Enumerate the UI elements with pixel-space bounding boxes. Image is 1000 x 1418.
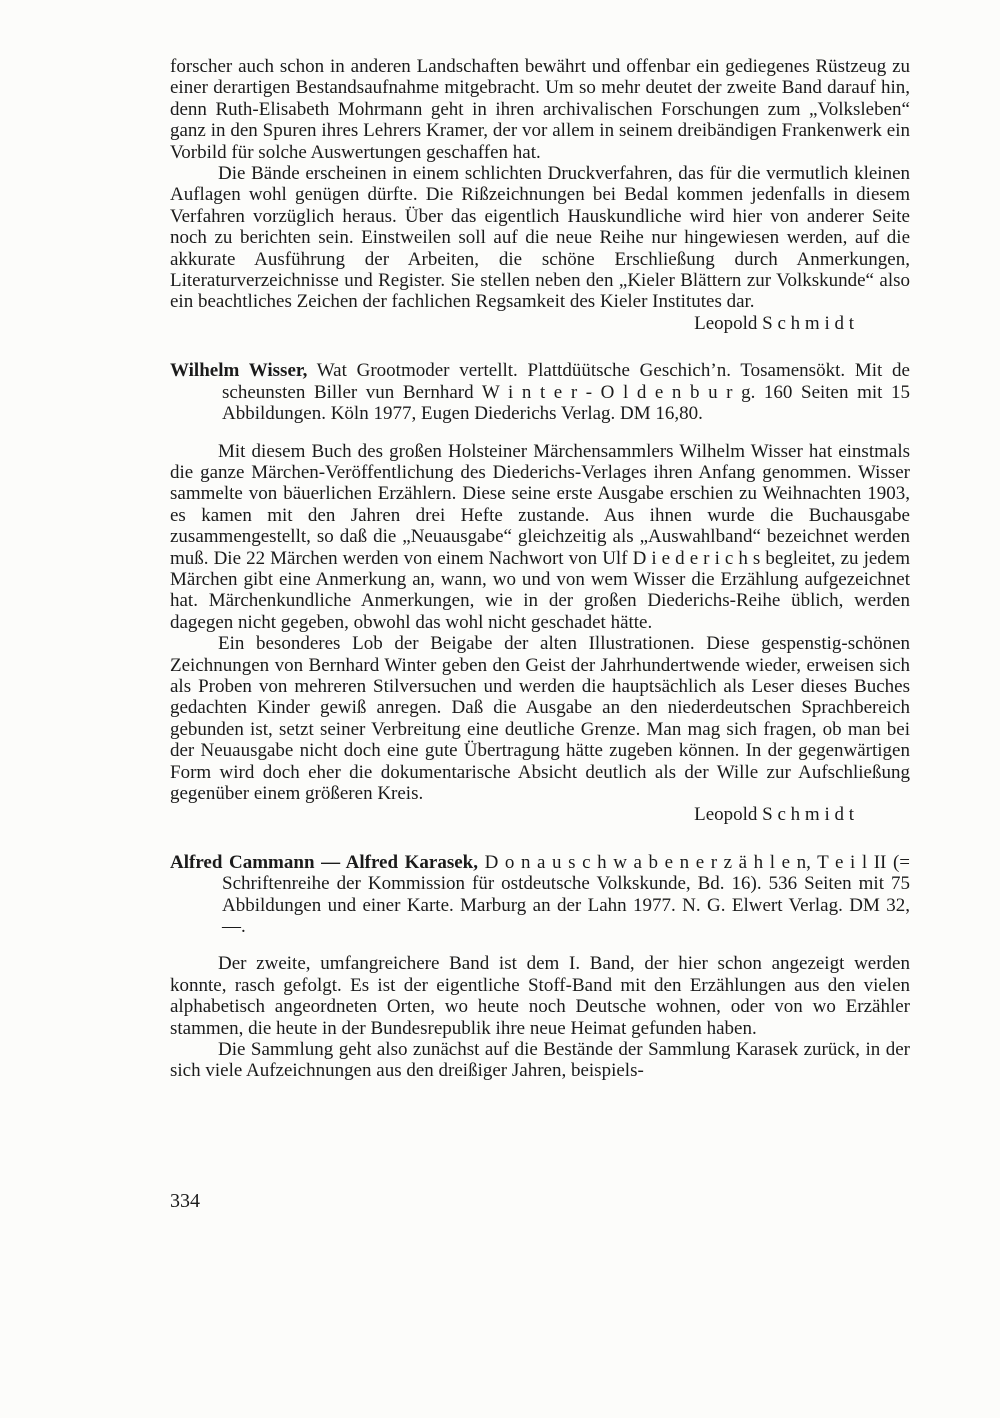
paragraph: Der zweite, umfangreichere Band ist dem I. Band, der hier schon angezeigt werden konnte, rasch gefolgt. Es ist der eigentliche Stoff-Band mit den Erzählungen aus den vielen alphabetisch angeordneten Orten, wo heute noch Deutsche wohnen, oder von wo Erzähler stammen, die heute in der Bundesrepublik ihre neue Heimat gefunden haben. (170, 953, 910, 1039)
reviewer-signature: Leopold S c h m i d t (694, 312, 854, 334)
paragraph: Ein besonderes Lob der Beigabe der alten Illustrationen. Diese gespenstig-schönen Zeichnungen von Bernhard Winter geben den Geist der Jahrhundertwende wieder, erweisen sich als Proben von mehreren Stilversuchen und werden die hauptsächlich als Leser dieses Buches gedachten Kinder gewiß anregen. Daß die Ausgabe an den niederdeutschen Sprachbereich gebunden ist, setzt seiner Verbreitung eine deutliche Grenze. Man mag sich fragen, ob man bei der Neuausgabe nicht doch eine gute Übertragung hätte zugeben können. In der gegenwärtigen Form wird doch eher die dokumentarische Absicht deutlich als der Wille zur Aufschließung gegenüber einem größeren Kreis. (170, 633, 910, 804)
paragraph: Die Sammlung geht also zunächst auf die Bestände der Sammlung Karasek zurück, in der sich viele Aufzeichnungen aus den dreißiger Jahren, beispiels- (170, 1039, 910, 1082)
review-author: Alfred Cammann — Alfred Karasek, (170, 851, 478, 873)
text-column (170, 56, 910, 1082)
review-author: Wilhelm Wisser, (170, 360, 308, 382)
review-heading-cammann-karasek (170, 852, 910, 938)
paragraph: Mit diesem Buch des großen Holsteiner Märchensammlers Wilhelm Wisser hat einstmals die ganze Märchen-Veröffentlichung des Diederichs-Verlages ihren Anfang genommen. Wisser sammelte von bäuerlichen Erzählern. Diese seine erste Ausgabe erschien zu Weihnachten 1903, es kamen mit den Jahren drei Hefte zustande. Aus ihnen wurde die Buchausgabe zusammengestellt, so daß die „Neuausgabe“ gleichzeitig als „Auswahlband“ bezeichnet werden muß. Die 22 Märchen werden von einem Nachwort von Ulf D i e d e r i c h s begleitet, zu jedem Märchen gibt eine Anmerkung an, wann, wo und von wem Wisser die Erzählung aufgezeichnet hat. Märchenkundliche Anmerkungen, wie in der großen Diederichs-Reihe üblich, werden dagegen nicht gegeben, obwohl das wohl nicht geschadet hätte. (170, 440, 910, 633)
continuation-paragraph: forscher auch schon in anderen Landschaften bewährt und offenbar ein gediegenes Rüstzeug zu einer derartigen Bestandsaufnahme mitgebracht. Um so mehr deutet der zweite Band darauf hin, denn Ruth-Elisabeth Mohrmann geht in ihren archivalischen Forschungen zum „Volksleben“ ganz in den Spuren ihres Lehrers Kramer, der vor allem in seinem dreibändigen Frankenwerk ein Vorbild für solche Auswertungen geschaffen hat. (170, 56, 910, 163)
paragraph: Die Bände erscheinen in einem schlichten Druckverfahren, das für die vermutlich kleinen Auflagen wohl genügen dürfte. Die Rißzeichnungen bei Bedal kommen jedenfalls in diesem Verfahren vorzüglich heraus. Über das eigentlich Hauskundliche wird hier von anderer Seite noch zu berichten sein. Einstweilen soll auf die neue Reihe nur hingewiesen werden, auf die akkurate Ausführung der Arbeiten, die schöne Erschließung durch Anmerkungen, Literaturverzeichnisse und Register. Sie stellen neben den „Kieler Blättern zur Volkskunde“ also ein beachtliches Zeichen der fachlichen Regsamkeit des Kieler Institutes dar. (170, 163, 910, 313)
reviewer-signature: Leopold S c h m i d t (694, 804, 854, 826)
page-number: 334 (170, 1190, 200, 1212)
review-heading-wisser (170, 360, 910, 424)
review-bibliographic-info: Wat Grootmoder vertellt. Plattdüütsche Geschich’n. Tosamensökt. Mit de scheunsten Biller vun Bernhard W i n t e r - O l d e n b u r g. 160 Seiten mit 15 Abbildungen. Köln 1977, Eugen Diederichs Verlag. DM 16,80. (222, 360, 910, 425)
review-bibliographic-info: D o n a u s c h w a b e n e r z ä h l e n, T e i l II (= Schriftenreihe der Kommission für ostdeutsche Volkskunde, Bd. 16). 536 Seiten mit 75 Abbildungen und einer Karte. Marburg an der Lahn 1977. N. G. Elwert Verlag. DM 32,—. (222, 851, 910, 938)
